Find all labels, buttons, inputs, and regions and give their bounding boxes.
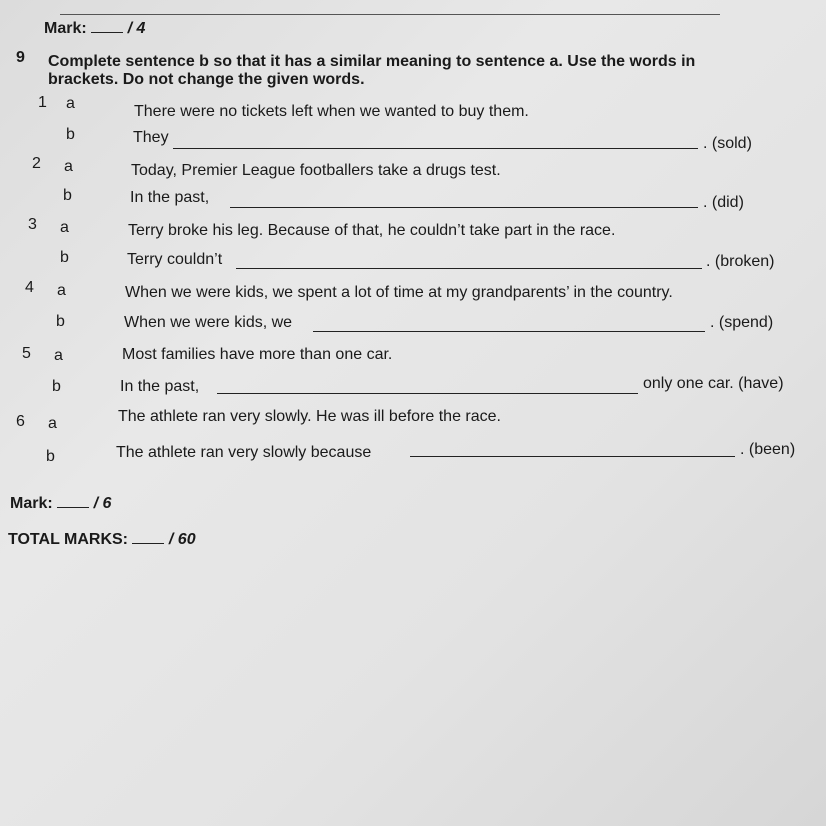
total-marks [8,531,196,549]
item-4-b-end: . (spend) [710,314,774,331]
item-3-number: 3 [28,216,37,233]
item-6-number: 6 [16,413,25,430]
item-2-b-start: In the past, [130,189,210,206]
item-6-a-label: a [48,415,57,432]
total-marks-blank[interactable] [132,543,164,544]
item-3-b-start: Terry couldn’t [127,251,223,268]
top-rule [60,14,720,15]
exercise-number: 9 [16,49,25,66]
item-2-number: 2 [32,155,41,172]
instruction-line-2: brackets. Do not change the given words. [48,71,365,88]
item-5-number: 5 [22,345,31,362]
item-1-a-label: a [66,95,75,112]
item-6-b-label: b [46,448,55,465]
item-1-number: 1 [38,94,47,111]
item-5-b-label: b [52,378,61,395]
item-1-a-sentence: There were no tickets left when we wanted to buy them. [134,103,529,120]
bottom-mark-blank[interactable] [57,507,89,508]
top-mark-label: Mark: [44,20,87,37]
item-3-b-end: . (broken) [706,253,775,270]
top-mark-total: / 4 [127,20,146,37]
instruction-line-1: Complete sentence b so that it has a similar meaning to sentence a. Use the words in [48,53,696,70]
item-5-answer-line[interactable] [217,393,638,394]
item-6-answer-line[interactable] [410,456,735,457]
item-2-answer-line[interactable] [230,207,698,208]
item-4-b-start: When we were kids, we [124,314,293,331]
top-mark-blank[interactable] [91,32,123,33]
bottom-mark-label: Mark: [10,495,53,512]
item-1-b-end: . (sold) [703,135,752,152]
item-3-a-label: a [60,219,69,236]
item-4-a-label: a [57,282,66,299]
item-4-a-sentence: When we were kids, we spent a lot of time at my grandparents’ in the country. [125,284,673,301]
item-5-b-end: only one car. (have) [643,375,784,392]
item-2-b-label: b [63,187,72,204]
item-3-answer-line[interactable] [236,268,702,269]
total-marks-total: / 60 [168,531,196,548]
item-6-b-end: . (been) [740,441,796,458]
item-2-a-sentence: Today, Premier League footballers take a drugs test. [131,162,501,179]
item-1-b-label: b [66,126,75,143]
item-2-a-label: a [64,158,73,175]
item-5-a-label: a [54,347,63,364]
item-5-a-sentence: Most families have more than one car. [122,346,393,363]
bottom-mark-total: / 6 [93,495,112,512]
item-1-b-start: They [133,129,169,146]
item-4-b-label: b [56,313,65,330]
item-5-b-start: In the past, [120,378,200,395]
item-4-answer-line[interactable] [313,331,705,332]
item-3-a-sentence: Terry broke his leg. Because of that, he couldn’t take part in the race. [128,222,616,239]
total-marks-label: TOTAL MARKS: [8,531,128,548]
item-6-b-start: The athlete ran very slowly because [116,444,372,461]
item-2-b-end: . (did) [703,194,744,211]
item-6-a-sentence: The athlete ran very slowly. He was ill before the race. [118,408,501,425]
top-mark [44,20,145,38]
item-3-b-label: b [60,249,69,266]
item-4-number: 4 [25,279,34,296]
item-1-answer-line[interactable] [173,148,698,149]
bottom-mark [10,495,111,513]
